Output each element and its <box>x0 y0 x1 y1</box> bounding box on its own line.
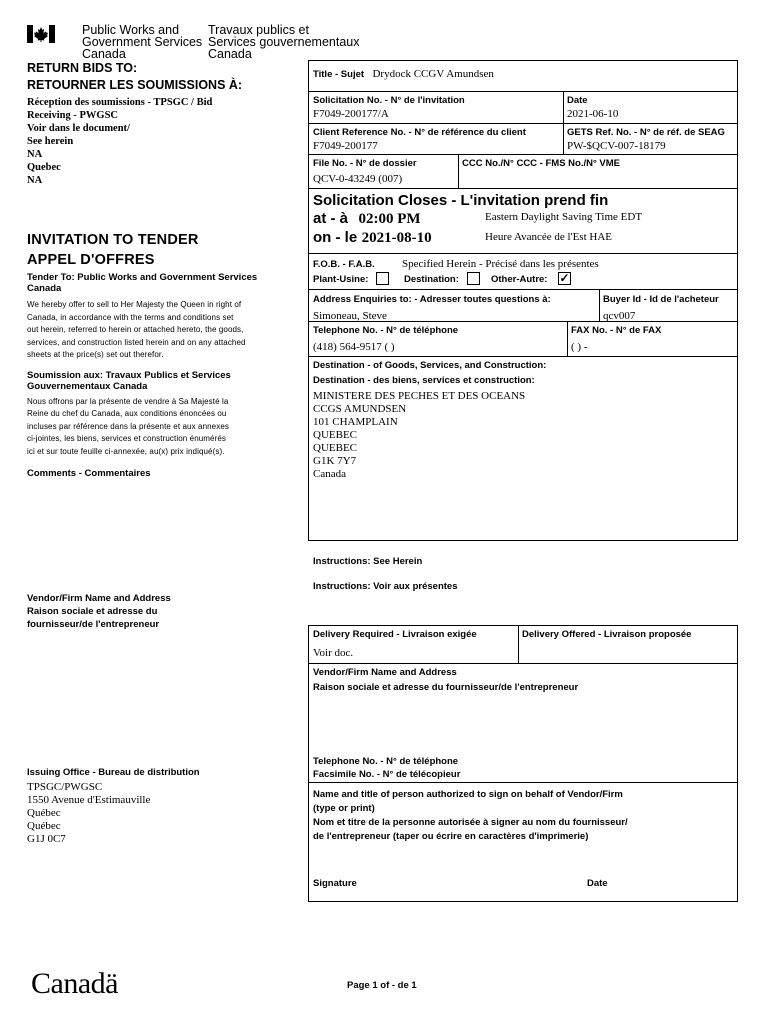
vendor-name-address-field[interactable]: Vendor/Firm Name and Address Raison sociale et adresse du fournisseur/de l'entrepreneur <box>313 667 579 693</box>
solicitation-closes-title: Solicitation Closes - L'invitation prend fin <box>313 192 609 209</box>
title-field: Title - Sujet Drydock CCGV Amundsen <box>313 68 494 80</box>
authorized-person-field[interactable]: Name and title of person authorized to sign on behalf of Vendor/Firm (type or print) Nom et titre de la personne autorisée à signer au nom du fournisseur/ de l'entrepreneur (taper ou écrire en caractères d'imprimerie) <box>313 789 628 842</box>
instructions-fr: Instructions: Voir aux présentes <box>313 581 458 592</box>
closing-time: at - à 02:00 PM <box>313 210 421 227</box>
telephone-field: Telephone No. - N° de téléphone (418) 564-9517 ( ) <box>313 325 459 353</box>
fob-label: F.O.B. - F.A.B. <box>313 259 375 270</box>
page-number: Page 1 of - de 1 <box>347 980 417 991</box>
destination-of-goods-field: Destination - of Goods, Services, and Construction: Destination - des biens, services et construction: MINISTERE DES PECHES ET DES OCEANS CCGS AMUNDSEN 101 CHAMPLAIN QUEBEC QUEBEC G1K 7Y7 Canada <box>313 360 547 480</box>
destination-label: Destination: <box>404 274 459 285</box>
destination-checkbox[interactable] <box>467 272 480 285</box>
address-enquiries-field: Address Enquiries to: - Adresser toutes questions à: Simoneau, Steve <box>313 294 551 322</box>
client-reference-field: Client Reference No. - N° de référence du client F7049-200177 <box>313 127 526 152</box>
tender-to-block: Tender To: Public Works and Government Services Canada We hereby offer to sell to Her Majesty the Queen in right of Canada, in accordance with the terms and conditions set out herein, referred to herein or attached hereto, the goods, services, and construction listed herein and on any attached sheets at the price(s) set out therefor. Soumission aux: Travaux Publics et Services Gouvernementaux Canada Nous offrons par la présente de vendre à Sa Majesté la Reine du chef du Canada, aux conditions énoncées ou incluses par référence dans la présente et aux annexes ci-jointes, les biens, services et construction énumérés ici et sur toute feuille ci-annexée, au(x) prix indiqué(s). Comments - Commentaires <box>27 272 302 479</box>
checkmark-icon: ✓ <box>559 271 570 285</box>
dept-name-en: Public Works and Government Services Canada <box>82 23 203 61</box>
timezone-fr: Heure Avancée de l'Est HAE <box>485 231 613 243</box>
solicitation-field: Solicitation No. - N° de l'invitation F7049-200177/A <box>313 95 465 120</box>
gets-reference-field: GETS Ref. No. - N° de réf. de SEAG PW-$QCV-007-18179 <box>567 127 725 152</box>
plant-usine-checkbox[interactable] <box>376 272 389 285</box>
file-number-field: File No. - N° de dossier QCV-0-43249 (007) <box>313 158 417 185</box>
delivery-offered-field[interactable]: Delivery Offered - Livraison proposée <box>522 629 692 640</box>
ccc-number-field: CCC No./N° CCC - FMS No./N° VME <box>462 158 621 169</box>
signature-field[interactable]: Signature <box>313 878 357 889</box>
issuing-office-block: Issuing Office - Bureau de distribution TPSGC/PWGSC 1550 Avenue d'Estimauville Québec Québec G1J 0C7 <box>27 767 200 845</box>
offer-text-en: We hereby offer to sell to Her Majesty the Queen in right of Canada, in accordance with the terms and conditions set out herein, referred to herein or attached hereto, the goods, services, and construction listed herein and on any attached sheets at the price(s) set out therefor. <box>27 300 246 359</box>
date-field: Date 2021-06-10 <box>567 95 619 120</box>
fob-value: Specified Herein - Précisé dans les présentes <box>402 258 599 270</box>
canada-flag-icon <box>27 25 55 43</box>
return-address: Réception des soumissions - TPSGC / Bid Receiving - PWGSC Voir dans le document/ See herein NA Quebec NA <box>27 97 213 186</box>
canada-wordmark: Canadä <box>31 967 118 1000</box>
fax-field: FAX No. - N° de FAX ( ) - <box>571 325 662 353</box>
other-autre-checkbox[interactable] <box>558 272 571 285</box>
offer-text-fr: Nous offrons par la présente de vendre à Sa Majesté la Reine du chef du Canada, aux conditions énoncées ou incluses par référence dans la présente et aux annexes ci-jointes, les biens, services et construction énumérés ici et sur toute feuille ci-annexée, au(x) prix indiqué(s). <box>27 396 229 456</box>
vendor-telephone-field[interactable]: Telephone No. - N° de téléphone <box>313 756 459 767</box>
timezone-en: Eastern Daylight Saving Time EDT <box>485 211 643 223</box>
vendor-facsimile-field[interactable]: Facsimile No. - N° de télécopieur <box>313 769 461 780</box>
signature-date-field[interactable]: Date <box>587 878 608 889</box>
closing-date: on - le 2021-08-10 <box>313 229 432 246</box>
invitation-title: INVITATION TO TENDER APPEL D'OFFRES <box>27 232 199 268</box>
dept-name-fr: Travaux publics et Services gouvernementaux Canada <box>208 23 360 61</box>
instructions-en: Instructions: See Herein <box>313 556 423 567</box>
plant-usine-label: Plant-Usine: <box>313 274 369 285</box>
comments-label: Comments - Commentaires <box>27 468 151 479</box>
other-autre-label: Other-Autre: <box>491 274 548 285</box>
buyer-id-field: Buyer Id - Id de l'acheteur qcv007 <box>603 294 719 322</box>
return-bids-block: RETURN BIDS TO: RETOURNER LES SOUMISSIONS À: Réception des soumissions - TPSGC / Bid Receiving - PWGSC Voir dans le document/ See herein NA Quebec NA <box>27 61 302 187</box>
delivery-required-field: Delivery Required - Livraison exigée Voir doc. <box>313 629 477 659</box>
vendor-firm-left-label: Vendor/Firm Name and Address Raison sociale et adresse du fournisseur/de l'entrepreneur <box>27 593 171 630</box>
